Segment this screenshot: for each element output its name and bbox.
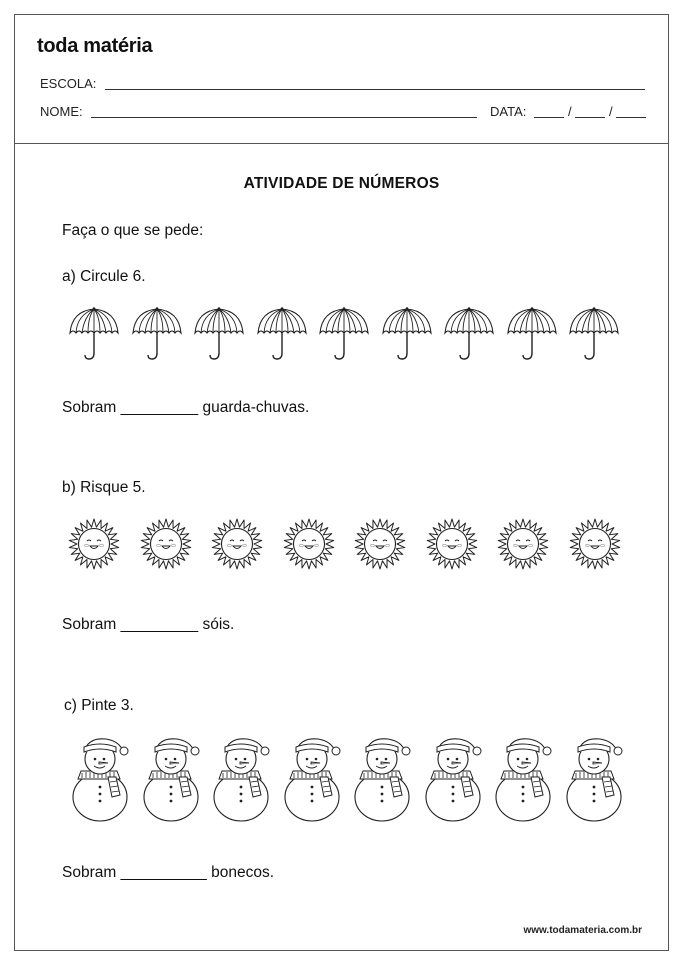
section-b-prompt: b) Risque 5. <box>62 479 146 496</box>
sun-icon[interactable] <box>426 518 480 572</box>
header-divider <box>15 143 668 144</box>
section-c-answer: Sobram __________ bonecos. <box>62 864 274 881</box>
website-url: www.todamateria.com.br <box>523 925 642 936</box>
umbrella-icon[interactable] <box>318 307 372 361</box>
sun-icon[interactable] <box>497 518 551 572</box>
sun-icon[interactable] <box>354 518 408 572</box>
umbrella-icon[interactable] <box>68 307 122 361</box>
sun-icon[interactable] <box>283 518 337 572</box>
snowman-icon[interactable] <box>425 735 483 823</box>
umbrella-icon[interactable] <box>506 307 560 361</box>
school-label: ESCOLA: <box>40 76 97 91</box>
page-title: ATIVIDADE DE NÚMEROS <box>243 175 440 192</box>
snowman-icon[interactable] <box>143 735 201 823</box>
date-label: DATA: <box>490 104 527 119</box>
date-month-field[interactable] <box>575 117 605 118</box>
snowman-icon[interactable] <box>354 735 412 823</box>
umbrella-icon[interactable] <box>381 307 435 361</box>
worksheet <box>14 14 669 951</box>
section-a-prompt: a) Circule 6. <box>62 268 146 285</box>
date-year-field[interactable] <box>616 117 646 118</box>
sun-icon[interactable] <box>211 518 265 572</box>
sun-icon[interactable] <box>140 518 194 572</box>
snowman-icon[interactable] <box>495 735 553 823</box>
umbrella-icon[interactable] <box>568 307 622 361</box>
name-field[interactable] <box>91 117 477 118</box>
umbrella-icon[interactable] <box>256 307 310 361</box>
date-separator: / <box>609 104 613 119</box>
section-c-prompt: c) Pinte 3. <box>64 697 134 714</box>
umbrella-icon[interactable] <box>193 307 247 361</box>
name-label: NOME: <box>40 104 83 119</box>
instruction: Faça o que se pede: <box>62 222 204 239</box>
logo: toda matéria <box>37 35 153 57</box>
sun-icon[interactable] <box>68 518 122 572</box>
school-field[interactable] <box>105 89 645 90</box>
snowman-icon[interactable] <box>72 735 130 823</box>
date-day-field[interactable] <box>534 117 564 118</box>
snowman-icon[interactable] <box>213 735 271 823</box>
section-a-answer: Sobram _________ guarda-chuvas. <box>62 399 310 416</box>
sun-icon[interactable] <box>569 518 623 572</box>
umbrella-icon[interactable] <box>443 307 497 361</box>
snowman-icon[interactable] <box>566 735 624 823</box>
snowman-icon[interactable] <box>284 735 342 823</box>
umbrella-icon[interactable] <box>131 307 185 361</box>
section-b-answer: Sobram _________ sóis. <box>62 616 235 633</box>
date-separator: / <box>568 104 572 119</box>
